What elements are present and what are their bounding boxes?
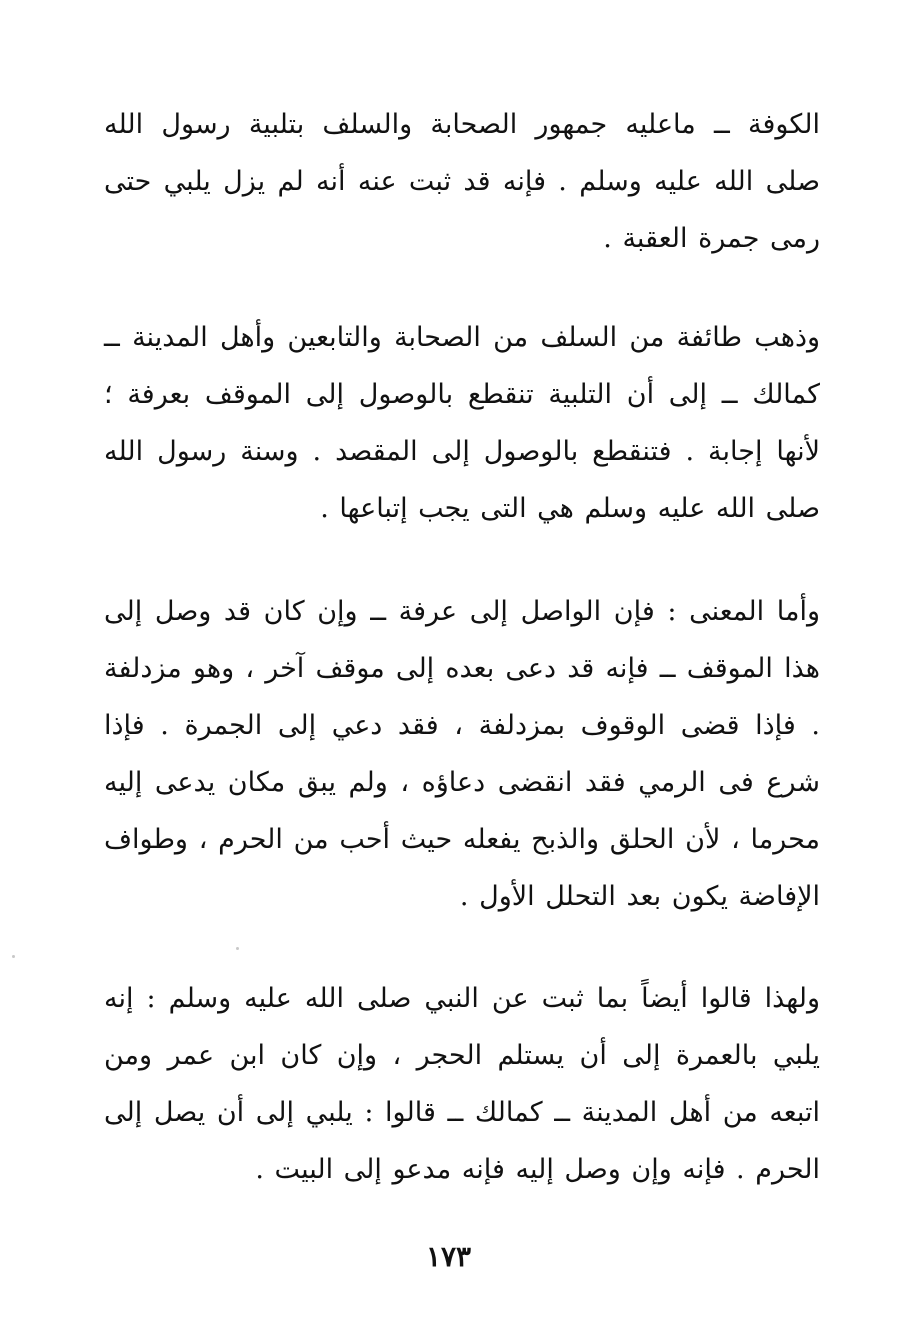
page-number: ١٧٣ xyxy=(425,1240,472,1273)
paragraph-4: ولهذا قالوا أيضاً بما ثبت عن النبي صلى الله عليه وسلم : إنه يلبي بالعمرة إلى أن يستلم الحجر ، وإن كان ابن عمر ومن اتبعه من أهل المدينة ــ كمالك ــ قالوا : يلبي إلى أن يصل إلى الحرم . فإنه وإن وصل إليه فإنه مدعو إلى البيت . xyxy=(104,983,820,1185)
paragraph-2: وذهب طائفة من السلف من الصحابة والتابعين وأهل المدينة ــ كمالك ــ إلى أن التلبية تنقطع بالوصول إلى الموقف بعرفة ؛ لأنها إجابة . فتنقطع بالوصول إلى المقصد . وسنة رسول الله صلى الله عليه وسلم هي التى يجب إتباعها . xyxy=(104,322,820,524)
scan-speck xyxy=(12,955,15,958)
paragraph-1: الكوفة ــ ماعليه جمهور الصحابة والسلف بتلبية رسول الله صلى الله عليه وسلم . فإنه قد ثبت عنه أنه لم يزل يلبي حتى رمى جمرة العقبة . xyxy=(104,109,820,254)
paragraph-3: وأما المعنى : فإن الواصل إلى عرفة ــ وإن كان قد وصل إلى هذا الموقف ــ فإنه قد دعى بعده إلى موقف آخر ، وهو مزدلفة . فإذا قضى الوقوف بمزدلفة ، فقد دعي إلى الجمرة . فإذا شرع فى الرمي فقد انقضى دعاؤه ، ولم يبق مكان يدعى إليه محرما ، لأن الحلق والذبح يفعله حيث أحب من الحرم ، وطواف الإفاضة يكون بعد التحلل الأول . xyxy=(104,596,820,912)
scan-speck xyxy=(236,947,239,950)
